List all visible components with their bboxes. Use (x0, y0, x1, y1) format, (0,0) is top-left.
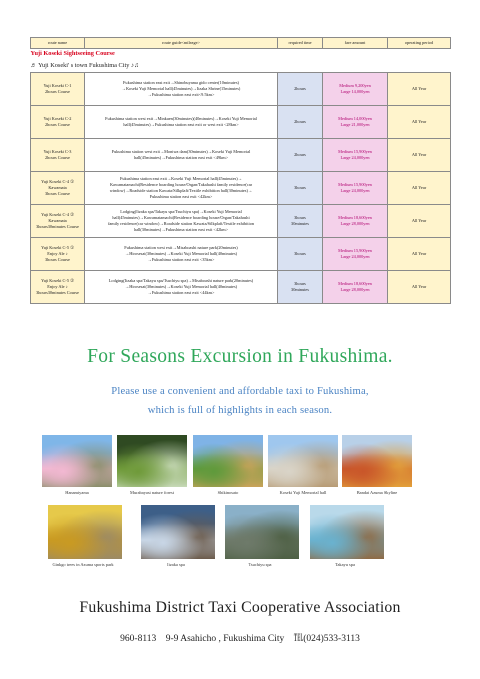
fare-amount-line: Large 24,000yen (340, 254, 370, 259)
photo-caption: Shikinosato (217, 490, 239, 495)
forest-stream-photo (117, 435, 187, 487)
route-name-line: 2hours Course (45, 89, 70, 94)
fare-amount-line: Large 28,000yen (340, 221, 370, 226)
ginkgo-avenue-photo (48, 505, 122, 559)
required-time-cell (278, 73, 323, 106)
route-guide-line: hall(45minutes)→Fukushima station east exit or west exit <28km> (123, 122, 239, 127)
garden-photo (193, 435, 263, 487)
table-row (31, 205, 451, 238)
section-title-row (31, 49, 451, 60)
fare-amount-cell (323, 106, 388, 139)
route-guide-line: family residence(car window)→Roadside station Kawata/Silkplaft/Textile exhibition (107, 221, 255, 226)
route-name-line: Yuji Koseki C-1 (43, 82, 72, 88)
fare-amount-line: Large 21,000yen (340, 122, 370, 127)
operating-period-cell: All Year (388, 106, 451, 139)
header-fare-amount: fare amount (323, 38, 388, 49)
route-name-cell (31, 139, 85, 172)
route-guide-cell (85, 205, 278, 238)
header-route-guide: route guide<mileage> (85, 38, 278, 49)
photo-image (310, 505, 384, 559)
photo-caption: Hanamiyama (65, 490, 89, 495)
route-name-cell (31, 205, 85, 238)
fare-amount-line: Medium 15,900yen (338, 148, 372, 154)
operating-period-cell: All Year (388, 238, 451, 271)
fare-amount-line: Medium 9,200yen (339, 82, 371, 88)
fare-amount-cell (323, 205, 388, 238)
fare-amount-cell (323, 238, 388, 271)
fare-amount-cell (323, 172, 388, 205)
route-guide-line: →Fukushima station east exit <44km> (147, 290, 215, 296)
route-name-line: Yuji Koseki C-3 (43, 148, 72, 154)
required-time-line: 2hours (294, 85, 306, 91)
section-title: Yuji Koseki Sightseeing Course (30, 50, 115, 57)
photo-caption: Murabayasi nature forest (130, 490, 174, 495)
required-time-cell (278, 106, 323, 139)
route-name-line: 2hours Course (45, 155, 70, 160)
route-name-line: 3hours Course (45, 191, 70, 197)
organization-name: Fukushima District Taxi Cooperative Association (79, 599, 401, 616)
required-time-line: 3hours (294, 280, 306, 286)
required-time-cell (278, 139, 323, 172)
route-guide-line: →Fukushima station east exit <35km> (147, 257, 215, 263)
route-name-line: Yuji Koseki C-5 ② (41, 277, 74, 283)
intro-line-1: Please use a convenient and affordable taxi to Fukushima, (111, 386, 369, 397)
required-time-cell (278, 205, 323, 238)
table-row (31, 73, 451, 106)
route-guide-cell (85, 238, 278, 271)
section-subtitle-row (31, 59, 451, 73)
photo-caption: Iizaka spa (167, 562, 185, 567)
autumn-mountain-photo (342, 435, 412, 487)
route-name-cell (31, 172, 85, 205)
spa-town-photo (225, 505, 299, 559)
photo-caption: Takayu spa (335, 562, 355, 567)
required-time-cell (278, 238, 323, 271)
route-guide-line: →Hirosesai(30minutes)→Koseki Yuji Memorial hall(40minutes) (124, 250, 238, 256)
intro-line-2: which is full of highlights in each season. (147, 405, 333, 416)
route-guide-cell (85, 172, 278, 205)
fare-amount-line: Medium 18,600yen (338, 280, 372, 286)
excursion-headline: For Seasons Excursion in Fukushima. (87, 346, 393, 367)
required-time-line: 2hours (294, 118, 306, 124)
route-guide-line: Lodging(Iizaka spa/Takayu spa/Tsuchiyu spa)→Koseki Yuji Memorial (120, 208, 242, 214)
header-required-time: required time (278, 38, 323, 49)
route-name-line: Enjoy Ale ♪ (47, 283, 68, 289)
photo-image (42, 435, 112, 487)
table-row (31, 139, 451, 172)
fare-amount-line: Large 24,000yen (340, 188, 370, 193)
operating-period-cell: All Year (388, 172, 451, 205)
route-name-line: Enjoy Ale ♪ (47, 250, 68, 256)
route-name-line: Yuji Koseki C-2 (43, 115, 72, 121)
table-row (31, 172, 451, 205)
onsen-street-photo (141, 505, 215, 559)
required-time-cell (278, 271, 323, 304)
photo-image (225, 505, 299, 559)
photo-image (117, 435, 187, 487)
fare-amount-cell (323, 73, 388, 106)
photo-image (193, 435, 263, 487)
flower-hill-photo (42, 435, 112, 487)
route-name-line: Yuji Koseki C-4 ① (41, 178, 74, 184)
route-guide-line: Fukushima station east exit <42km> (149, 194, 213, 200)
required-time-line: 3hours (294, 250, 306, 256)
route-name-line: 3hours30minutes Course (36, 224, 79, 230)
route-guide-cell (85, 139, 278, 172)
required-time-line: 3hours (294, 214, 306, 220)
route-guide-line: →Hirosesai(30minutes)→Koseki Yuji Memorial hall(40minutes) (124, 283, 238, 289)
route-name-cell (31, 106, 85, 139)
photo-image (48, 505, 122, 559)
route-name-cell (31, 271, 85, 304)
route-name-line: 2hours Course (45, 122, 70, 127)
route-name-line: Kawamata (48, 217, 67, 223)
route-guide-line: hall(45minutes)→Fukushima station east exit <49km> (133, 155, 229, 160)
fare-amount-cell (323, 139, 388, 172)
route-guide-line: hall(30minutes)→Fukushima station east exit <42km> (133, 227, 229, 233)
route-guide-line: Fukushima station west exit→Minkaen(30minutes)(40minutes)→Koseki Yuji Memorial (105, 115, 257, 121)
route-guide-line: Fukushima station west exit→Misaboashi nature park(20minutes) (124, 244, 238, 250)
header-row (31, 38, 451, 49)
table-row (31, 106, 451, 139)
table-row (31, 238, 451, 271)
route-name-cell (31, 73, 85, 106)
table-row (31, 271, 451, 304)
route-table (30, 37, 451, 304)
route-guide-cell (85, 73, 278, 106)
photo-image (342, 435, 412, 487)
route-guide-line: →Fukushima station east exit<9.5km> (147, 92, 215, 98)
fare-amount-line: Large 28,000yen (340, 287, 370, 292)
operating-period-cell: All Year (388, 139, 451, 172)
required-time-line: 2hours (294, 151, 306, 157)
photo-caption: Bandai Azuma Skyline (356, 490, 398, 495)
required-time-line: 30minutes (291, 221, 309, 226)
route-guide-line: Fukushima station west exit→Moniwa dam(30minutes)→Koseki Yuji Memorial (111, 148, 251, 154)
fare-amount-line: Medium 18,600yen (338, 214, 372, 220)
hot-spring-photo (310, 505, 384, 559)
photo-caption: Tsuchiyu spa (248, 562, 272, 567)
route-name-line: 3hours Course (45, 257, 70, 263)
section-subtitle: ♬ Yuji Koseki' s town Fukushima City ♪♫ (30, 62, 139, 69)
header-operating-period: operating period (388, 38, 451, 49)
operating-period-cell: All Year (388, 271, 451, 304)
required-time-cell (278, 172, 323, 205)
organization-address: 960-8113 9-9 Asahicho , Fukushima City ℡(024)533-3113 (120, 634, 360, 644)
fare-amount-line: Large 14,000yen (340, 89, 370, 94)
photo-image (268, 435, 338, 487)
route-guide-cell (85, 271, 278, 304)
memorial-hall-photo (268, 435, 338, 487)
route-guide-cell (85, 106, 278, 139)
fare-amount-line: Medium 14,000yen (338, 115, 372, 121)
route-guide-line: hall(45minutes)→Kawamatamachi(Residence boarding house/Organ/Takahashi (112, 214, 250, 220)
photo-image (141, 505, 215, 559)
operating-period-cell: All Year (388, 73, 451, 106)
required-time-line: 30minutes (291, 287, 309, 292)
route-name-line: Yuji Koseki C-4 ② (41, 211, 74, 217)
route-guide-line: Fukushima station east exit→Shinobuyama gido center(10minutes) (123, 79, 239, 85)
route-name-line: Yuji Koseki C-5 ① (41, 244, 74, 250)
route-name-line: Kawamata (48, 184, 67, 190)
required-time-line: 3hours (294, 184, 306, 190)
header-route-name: route name (31, 38, 85, 49)
photo-caption: Ginkgo trees in Azuma sports park (52, 562, 114, 567)
route-guide-line: Lodging(Iizaka spa/Takayu spa/Tsuchiyu spa)→Misaboashi nature park(20minutes) (108, 277, 254, 283)
route-guide-line: Fukushima station east exit→Koseki Yuji Memorial hall(45minutes)→ (119, 175, 243, 181)
route-guide-line: →Koseki Yuji Memorial hall(45minutes)→Iizaka Shrine(15minutes) (121, 85, 241, 91)
route-name-line: 3hours30minutes Course (36, 290, 79, 296)
route-guide-line: window)→Roadside station Kawata/Silkplaft/Textile exhibition hall(30minutes)→ (109, 188, 253, 193)
fare-amount-cell (323, 271, 388, 304)
operating-period-cell: All Year (388, 205, 451, 238)
fare-amount-line: Medium 15,900yen (338, 181, 372, 187)
route-guide-line: Kawamatamachi(Residence boarding house/Organ/Takahashi family residence(car (109, 181, 253, 187)
route-name-cell (31, 238, 85, 271)
fare-amount-line: Large 24,000yen (340, 155, 370, 160)
fare-amount-line: Medium 15,900yen (338, 247, 372, 253)
photo-caption: Koseki Yuji Memorial hall (279, 490, 327, 495)
